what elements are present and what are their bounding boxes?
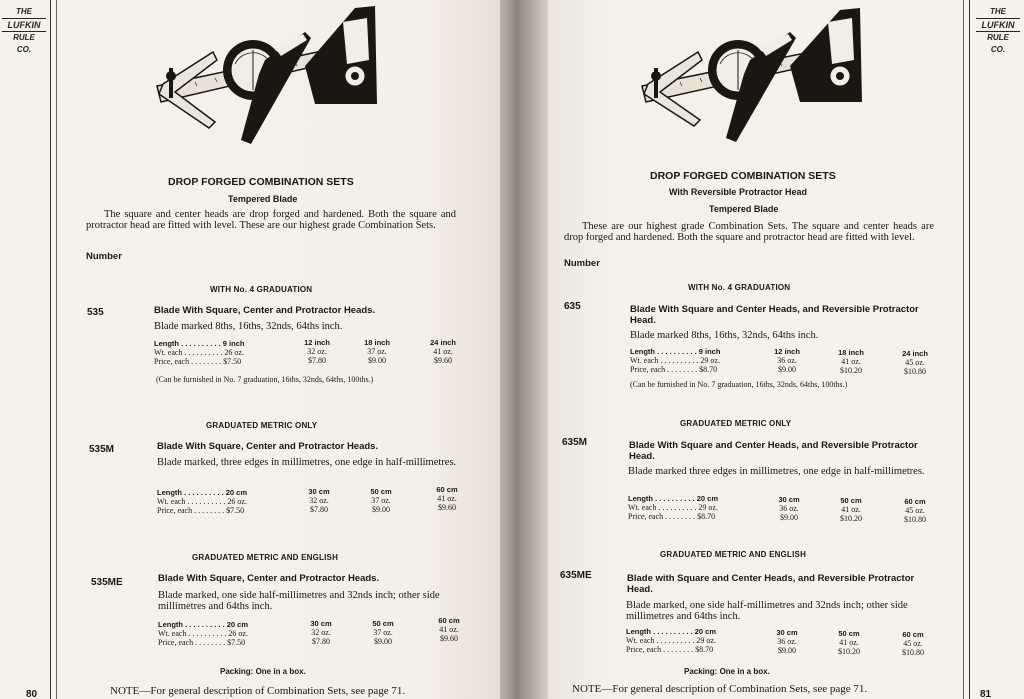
weight-label: Wt. each . . . . . . . . . . 26 oz. [154,348,244,357]
size-column [292,338,342,365]
product-name: Blade With Square and Center Heads, and Reversible Protractor Head. [629,440,918,462]
price-label: Price, each . . . . . . . . $7.50 [154,357,242,366]
size-value: 50 cm [838,629,860,638]
price-label: Price, each . . . . . . . . $8.70 [628,512,716,521]
weight-label: Wt. each . . . . . . . . . . 29 oz. [630,356,720,365]
price-value: $10.20 [838,647,860,656]
price-value: $7.80 [312,637,330,646]
length-label: Length . . . . . . . . . . 20 cm [628,494,719,503]
size-column [888,630,938,657]
product-description: Blade marked, three edges in millimetres, one edge in half-millimetres. [157,457,457,468]
size-value: 12 inch [304,338,330,347]
size-column [356,487,406,514]
size-column [422,485,472,512]
product-name: Blade With Square, Center and Protractor Heads. [157,441,379,452]
section-heading: GRADUATED METRIC ONLY [206,421,318,430]
weight-label: Wt. each . . . . . . . . . . 29 oz. [626,636,716,645]
page-subtitle: Tempered Blade [709,204,779,214]
size-column [352,338,402,365]
price-value: $10.80 [902,648,924,657]
product-name: Blade with Square and Center Heads, and Reversible Protractor Head. [627,573,915,595]
brand-line: CO. [16,45,32,54]
size-value: 50 cm [370,487,392,496]
weight-value: 41 oz. [439,625,459,634]
price-value: $9.00 [780,513,798,522]
size-value: 50 cm [840,496,862,505]
size-value: 12 inch [774,347,800,356]
number-column-label: Number [564,258,600,269]
intro-paragraph: These are our highest grade Combination Sets. The square and center heads are drop forged and hardened. Both the square and protractor head are fitted with level. [564,221,934,243]
product-description: Blade marked 8ths, 16ths, 32nds, 64ths inch. [630,330,819,341]
catalog-number: 535 [87,307,104,318]
catalog-number: 635 [564,301,581,312]
size-column [826,496,876,523]
price-value: $9.60 [434,356,452,365]
size-value: 30 cm [778,495,800,504]
page-title: DROP FORGED COMBINATION SETS [650,170,836,182]
size-value: 60 cm [904,497,926,506]
weight-value: 32 oz. [311,628,331,637]
brand-line: LUFKIN [2,18,46,32]
price-value: $9.00 [778,365,796,374]
spec-row-labels [154,339,244,366]
margin-rule [50,0,51,699]
number-column-label: Number [86,251,122,262]
footnote: NOTE—For general description of Combination Sets, see page 71. [572,683,868,695]
price-value: $10.80 [904,515,926,524]
length-label: Length . . . . . . . . . . 9 inch [154,339,245,348]
graduation-note: (Can be furnished in No. 7 graduation, 16ths, 32nds, 64ths, 100ths.) [630,380,848,389]
margin-rule [56,0,57,699]
weight-label: Wt. each . . . . . . . . . . 29 oz. [628,503,718,512]
product-description: Blade marked, one side half-millimetres and 32nds inch; other side millimetres and 64ths inch. [626,600,908,622]
catalog-number: 535ME [91,577,123,588]
lufkin-brand-mark [2,6,46,56]
brand-line: CO. [990,45,1006,54]
size-value: 50 cm [372,619,394,628]
price-value: $9.00 [778,646,796,655]
size-value: 30 cm [310,619,332,628]
price-value: $10.80 [904,367,926,376]
weight-value: 32 oz. [307,347,327,356]
product-name: Blade With Square, Center and Protractor Heads. [158,573,380,584]
catalog-number: 635M [562,437,588,448]
brand-line: RULE [987,33,1009,42]
price-value: $7.80 [310,505,328,514]
size-value: 24 inch [902,349,928,358]
catalog-number: 635ME [560,570,592,581]
size-column [418,338,468,365]
weight-value: 41 oz. [841,505,861,514]
page-subtitle: Tempered Blade [228,194,298,204]
page-title: DROP FORGED COMBINATION SETS [168,176,354,188]
section-heading: GRADUATED METRIC ONLY [680,419,792,428]
weight-value: 37 oz. [373,628,393,637]
weight-value: 36 oz. [777,637,797,646]
length-label: Length . . . . . . . . . . 20 cm [626,627,717,636]
product-name: Blade With Square, Center and Protractor Heads. [154,305,376,316]
weight-label: Wt. each . . . . . . . . . . 26 oz. [158,629,248,638]
catalog-number: 535M [89,444,115,455]
price-value: $9.60 [440,634,458,643]
size-column [424,616,474,643]
spec-row-labels [628,494,718,521]
weight-value: 37 oz. [367,347,387,356]
size-column [890,497,940,524]
intro-paragraph: The square and center heads are drop forged and hardened. Both the square and protractor head are fitted with level. These are our highest grade Combination Sets. [86,209,456,231]
price-value: $7.80 [308,356,326,365]
page-subtitle: With Reversible Protractor Head [669,187,807,197]
price-value: $10.20 [840,514,862,523]
spec-row-labels [158,620,248,647]
length-label: Length . . . . . . . . . . 20 cm [158,620,249,629]
weight-value: 45 oz. [905,358,925,367]
price-value: $9.00 [368,356,386,365]
size-value: 30 cm [776,628,798,637]
size-value: 18 inch [364,338,390,347]
price-label: Price, each . . . . . . . . $8.70 [630,365,718,374]
size-value: 60 cm [436,485,458,494]
size-column [890,349,940,376]
price-label: Price, each . . . . . . . . $7.50 [158,638,246,647]
size-value: 60 cm [438,616,460,625]
size-value: 24 inch [430,338,456,347]
size-column [764,495,814,522]
size-value: 30 cm [308,487,330,496]
combination-set-illustration [640,6,870,146]
price-value: $9.60 [438,503,456,512]
combination-set-illustration [155,4,385,149]
packing-note: Packing: One in a box. [220,667,306,676]
spec-row-labels [157,488,247,515]
size-column [762,347,812,374]
left-page [0,0,500,699]
weight-value: 36 oz. [777,356,797,365]
brand-line: THE [16,7,32,16]
size-column [358,619,408,646]
brand-line: RULE [13,33,35,42]
margin-rule [963,0,964,699]
product-description: Blade marked, one side half-millimetres and 32nds inch; other side millimetres and 64ths inch. [158,590,440,612]
right-page [548,0,1024,699]
footnote: NOTE—For general description of Combination Sets, see page 71. [110,685,406,697]
packing-note: Packing: One in a box. [684,667,770,676]
section-heading: WITH No. 4 GRADUATION [688,283,791,292]
spec-row-labels [630,347,720,374]
weight-value: 41 oz. [437,494,457,503]
weight-value: 41 oz. [841,357,861,366]
page-number: 81 [980,689,992,699]
size-value: 60 cm [902,630,924,639]
product-description: Blade marked three edges in millimetres, one edge in half-millimetres. [628,466,925,477]
product-description: Blade marked 8ths, 16ths, 32nds, 64ths inch. [154,321,343,332]
price-value: $9.00 [374,637,392,646]
weight-value: 32 oz. [309,496,329,505]
brand-line: LUFKIN [976,18,1020,32]
lufkin-brand-mark [976,6,1020,56]
weight-value: 41 oz. [433,347,453,356]
weight-value: 36 oz. [779,504,799,513]
margin-rule [969,0,970,699]
weight-value: 45 oz. [905,506,925,515]
weight-value: 45 oz. [903,639,923,648]
page-number: 80 [26,689,38,699]
size-column [826,348,876,375]
size-column [824,629,874,656]
graduation-note: (Can be furnished in No. 7 graduation, 16ths, 32nds, 64ths, 100ths.) [156,375,374,384]
weight-value: 37 oz. [371,496,391,505]
weight-label: Wt. each . . . . . . . . . . 26 oz. [157,497,247,506]
price-value: $10.20 [840,366,862,375]
length-label: Length . . . . . . . . . . 9 inch [630,347,721,356]
size-column [762,628,812,655]
section-heading: GRADUATED METRIC AND ENGLISH [192,553,339,562]
section-heading: GRADUATED METRIC AND ENGLISH [660,550,807,559]
spec-row-labels [626,627,716,654]
size-value: 18 inch [838,348,864,357]
section-heading: WITH No. 4 GRADUATION [210,285,313,294]
product-name: Blade With Square and Center Heads, and Reversible Protractor Head. [630,304,919,326]
size-column [294,487,344,514]
weight-value: 41 oz. [839,638,859,647]
price-label: Price, each . . . . . . . . $7.50 [157,506,245,515]
length-label: Length . . . . . . . . . . 20 cm [157,488,248,497]
price-label: Price, each . . . . . . . . $8.70 [626,645,714,654]
price-value: $9.00 [372,505,390,514]
size-column [296,619,346,646]
brand-line: THE [990,7,1006,16]
book-gutter [500,0,548,699]
